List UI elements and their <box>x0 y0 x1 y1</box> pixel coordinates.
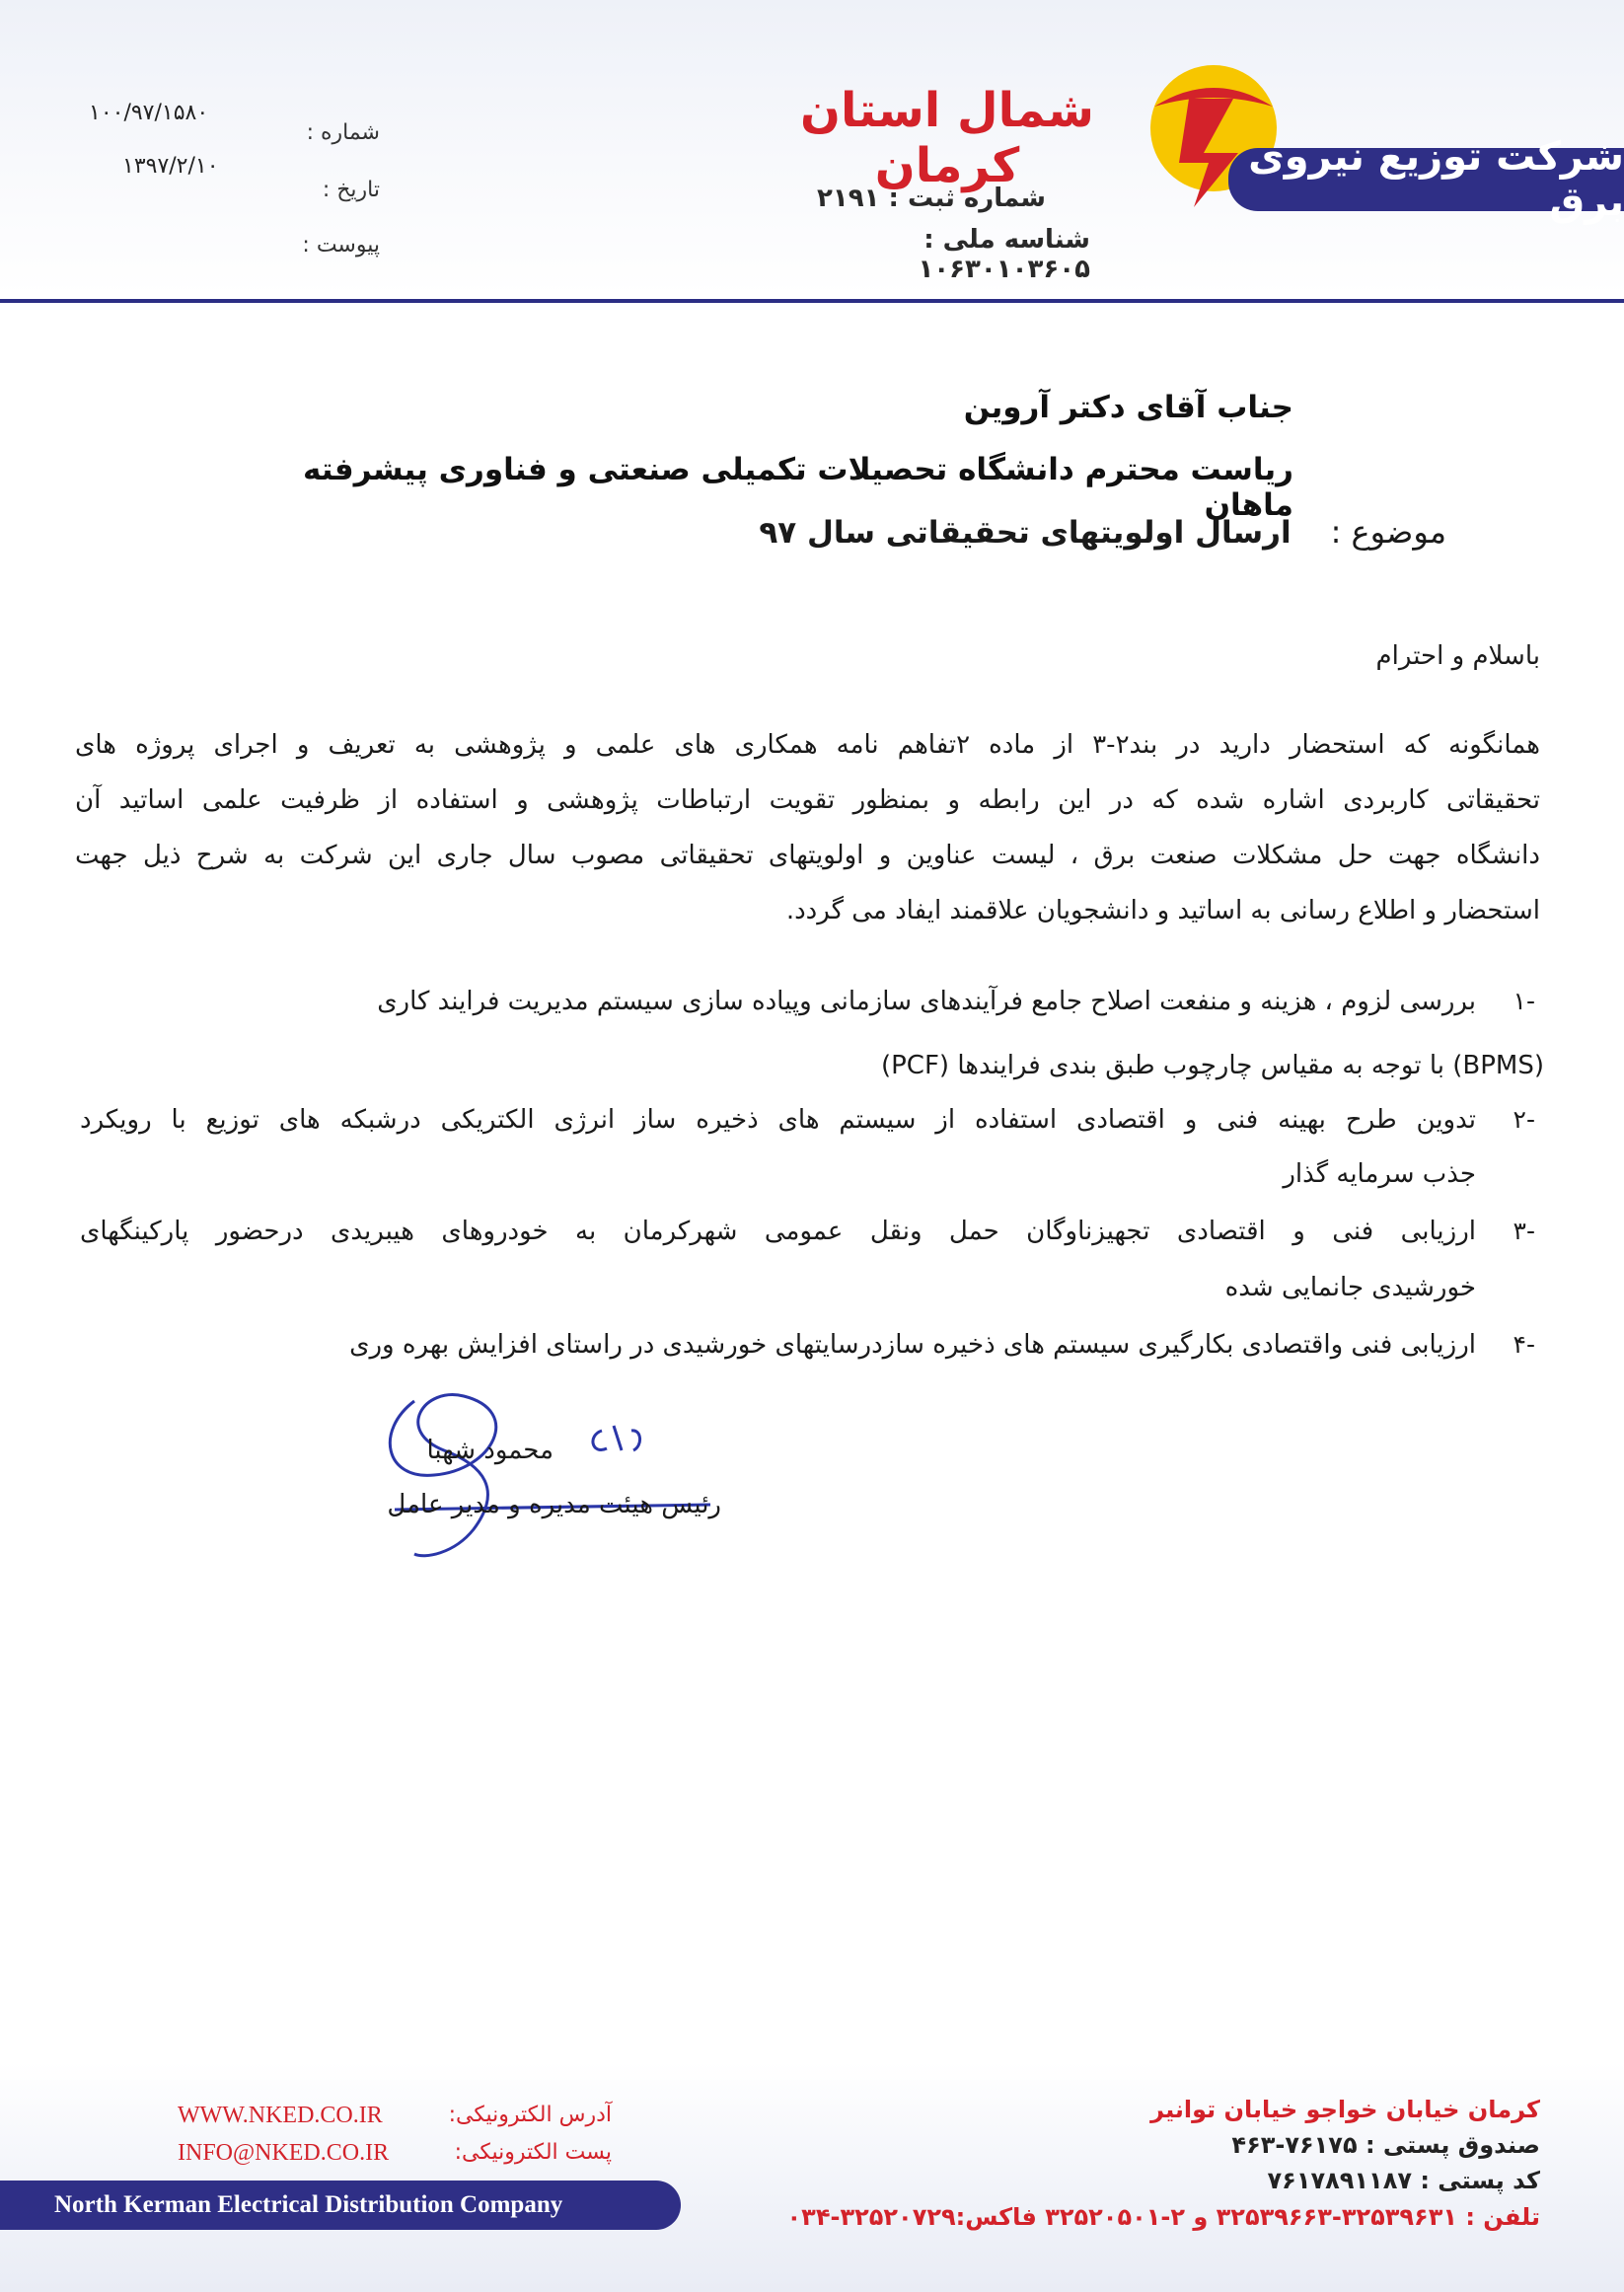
header-divider <box>0 299 1624 303</box>
letter-date: ۱۳۹۷/۲/۱۰ <box>122 154 219 179</box>
recipient-title: ریاست محترم دانشگاه تحصیلات تکمیلی صنعتی و فناوری پیشرفته ماهان <box>302 452 1293 523</box>
subject-label: موضوع : <box>1330 513 1446 551</box>
attachment-label: پیوست : <box>302 233 380 258</box>
item-text-line: (BPMS) با توجه به مقیاس چارچوب طبق بندی فرایندها (PCF) <box>880 1051 1544 1080</box>
signer-title: رئیس هیئت مدیره و مدیر عامل <box>387 1490 721 1519</box>
signer-name: محمود شهبا <box>426 1436 554 1465</box>
item-text: بررسی لزوم ، هزینه و منفعت اصلاح جامع فرآیندهای سازمانی وپیاده سازی سیستم مدیریت فرایند کاری <box>377 987 1476 1016</box>
item-text: ارزیابی فنی واقتصادی بکارگیری سیستم های ذخیره سازدرسایتهای خورشیدی در راستای افزایش بهره وری <box>349 1330 1476 1360</box>
footer-postal-code: کد پستی : ۷۶۱۷۸۹۱۱۸۷ <box>1267 2167 1540 2194</box>
email-link[interactable]: INFO@NKED.CO.IR <box>178 2140 390 2166</box>
item-number: -۴ <box>1513 1330 1535 1359</box>
english-company-banner: North Kerman Electrical Distribution Company <box>0 2181 681 2230</box>
paragraph-line: دانشگاه جهت حل مشکلات صنعت برق ، لیست عناوین و اولویتهای تحقیقاتی مصوب سال جاری این شرکت به شرح ذیل جهت <box>75 841 1540 870</box>
handwritten-signature <box>355 1371 750 1569</box>
paragraph-line: استحضار و اطلاع رسانی به اساتید و دانشجویان علاقمند ایفاد می گردد. <box>785 896 1540 925</box>
email-label: پست الکترونیکی: <box>454 2140 612 2165</box>
subject-line <box>164 513 1446 551</box>
website-row <box>178 2103 612 2129</box>
subject-text: ارسال اولویتهای تحقیقاتی سال ۹۷ <box>759 515 1292 551</box>
website-label: آدرس الکترونیکی: <box>448 2103 612 2127</box>
item-number: -۳ <box>1513 1217 1535 1245</box>
item-number: -۲ <box>1513 1105 1535 1134</box>
email-row <box>178 2140 612 2167</box>
company-name-banner: شرکت توزیع نیروی برق <box>1228 148 1624 211</box>
national-id: شناسه ملی : ۱۰۶۳۰۱۰۳۶۰۵ <box>918 225 1090 284</box>
province-name: شمال استان کرمان <box>799 83 1094 193</box>
registration-number: شماره ثبت : ۲۱۹۱ <box>816 184 1046 213</box>
paragraph-line: همانگونه که استحضار دارید در بند۲-۳ از ماده ۲تفاهم نامه همکاری های علمی و پژوهشی به تعریف و اجرای پروژه های <box>75 730 1540 760</box>
date-label: تاریخ : <box>322 178 380 202</box>
greeting: باسلام و احترام <box>1375 641 1540 671</box>
item-text: ارزیابی فنی و اقتصادی تجهیزناوگان حمل ونقل عمومی شهرکرمان به خودروهای هیبریدی درحضور پارکینگهای <box>80 1217 1476 1246</box>
footer-address: کرمان خیابان خواجو خیابان توانیر <box>1150 2096 1540 2123</box>
item-text: خورشیدی جانمایی شده <box>1224 1273 1476 1302</box>
website-link[interactable]: WWW.NKED.CO.IR <box>178 2103 383 2128</box>
item-number: -۱ <box>1513 987 1535 1015</box>
item-text: تدوین طرح بهینه فنی و اقتصادی استفاده از سیستم های ذخیره ساز انرژی الکتریکی درشبکه های توزیع با رویکرد <box>80 1105 1476 1135</box>
item-text <box>207 1051 1544 1080</box>
paragraph-line: تحقیقاتی کاربردی اشاره شده که در این رابطه و بمنظور تقویت ارتباطات پژوهشی و استفاده از ظرفیت علمی اساتید آن <box>75 785 1540 815</box>
footer-phone: تلفن : ۳۲۵۳۹۶۳۱-۳۲۵۳۹۶۶۳ و ۲-۳۲۵۲۰۵۰۱ فاکس:۳۲۵۲۰۷۲۹-۰۳۴ <box>786 2203 1540 2231</box>
footer-po-box: صندوق پستی : ۷۶۱۷۵-۴۶۳ <box>1231 2131 1540 2159</box>
number-label: شماره : <box>306 120 380 145</box>
letter-number: ۱۰۰/۹۷/۱۵۸۰ <box>89 101 209 125</box>
recipient-name: جناب آقای دکتر آروین <box>963 390 1293 425</box>
item-text: جذب سرمایه گذار <box>1283 1159 1476 1189</box>
